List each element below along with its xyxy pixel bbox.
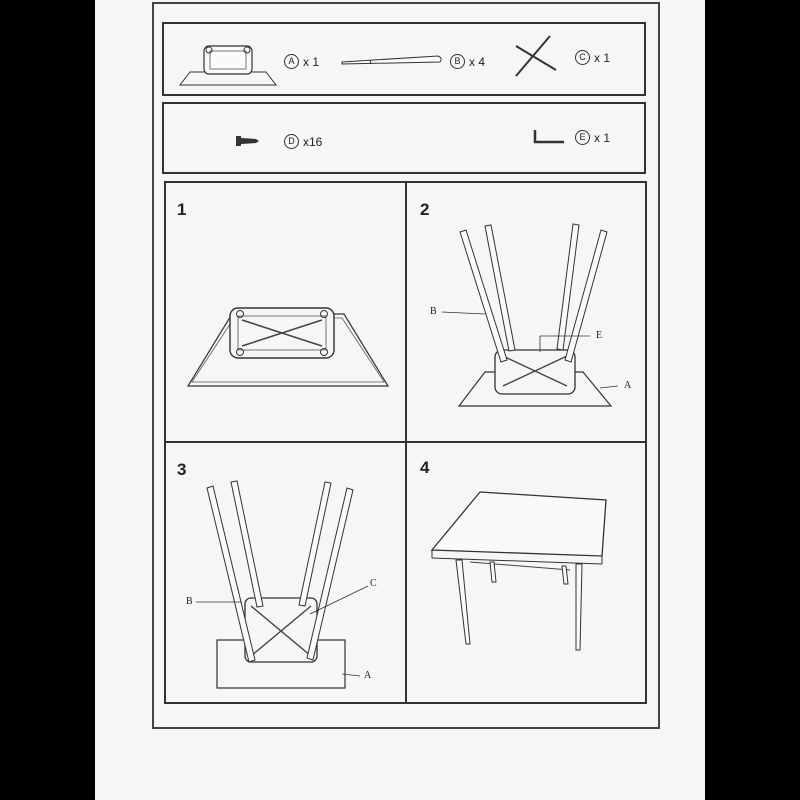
part-a-label: [284, 54, 319, 69]
grid-divider-horizontal: [164, 441, 647, 443]
step-3-callout-b: B: [186, 596, 193, 607]
parts-list-row-2: [162, 102, 646, 174]
part-e-qty: x 1: [594, 130, 611, 145]
part-a-qty: x 1: [303, 54, 320, 69]
step-3-callout-c: C: [370, 578, 377, 589]
part-e-letter: E: [575, 130, 590, 145]
part-e-label: [575, 130, 610, 145]
part-b-label: [450, 54, 485, 69]
table-leg-icon: [340, 52, 445, 68]
part-d-letter: D: [284, 134, 299, 149]
step-4-number: 4: [420, 458, 430, 477]
step-2-callout-a: A: [624, 380, 632, 391]
cross-brace-icon: [512, 34, 560, 78]
step-3-number: 3: [177, 460, 187, 479]
step-2-callout-e: E: [596, 330, 603, 341]
step-2-number: 2: [420, 200, 430, 219]
step-2-callout-lines: [440, 300, 630, 400]
part-b-qty: x 4: [469, 54, 486, 69]
part-d-qty: x16: [303, 134, 323, 149]
step-1-tabletop-illustration: [186, 302, 390, 394]
allen-key-icon: [532, 128, 566, 146]
part-d-label: [284, 134, 322, 149]
part-b-letter: B: [450, 54, 465, 69]
tabletop-frame-icon: [178, 40, 278, 90]
part-c-label: [575, 50, 610, 65]
step-4-assembled-table-illustration: [430, 490, 610, 654]
part-c-qty: x 1: [594, 50, 611, 65]
part-a-letter: A: [284, 54, 299, 69]
step-3-callout-lines: [190, 580, 370, 680]
part-c-letter: C: [575, 50, 590, 65]
step-3-callout-a: A: [364, 670, 372, 681]
step-2-callout-b: B: [430, 306, 437, 317]
step-1-number: 1: [177, 200, 187, 219]
screw-icon: [236, 135, 260, 147]
